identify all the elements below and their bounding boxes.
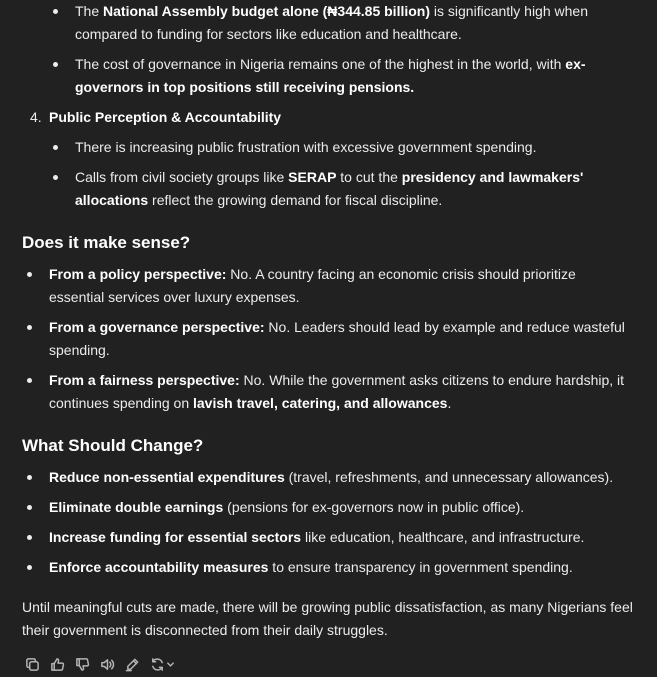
list-item: Enforce accountability measures to ensure transparency in government spending. bbox=[0, 556, 634, 579]
list-item: From a policy perspective: No. A country facing an economic crisis should prioritize essential services over luxury expenses. bbox=[0, 263, 634, 309]
list-item: From a governance perspective: No. Leaders should lead by example and reduce wasteful spending. bbox=[0, 316, 634, 362]
list-item: The National Assembly budget alone (₦344.85 billion) is significantly high when compared to funding for sectors like education and healthcare. bbox=[0, 0, 635, 46]
section-heading-sense: Does it make sense? bbox=[22, 233, 191, 252]
list-item: From a fairness perspective: No. While the government asks citizens to endure hardship, it continues spending on lavish travel, catering, and allowances. bbox=[0, 369, 634, 415]
read-aloud-button[interactable] bbox=[99, 656, 115, 672]
list-item: Increase funding for essential sectors like education, healthcare, and infrastructure. bbox=[0, 526, 634, 549]
thumbs-down-icon bbox=[75, 657, 90, 672]
numbered-item-heading bbox=[0, 106, 281, 129]
regenerate-icon bbox=[150, 657, 165, 672]
list-number: 4. bbox=[30, 109, 42, 125]
message-action-bar bbox=[24, 656, 184, 672]
regenerate-button[interactable] bbox=[149, 656, 175, 672]
thumbs-up-icon bbox=[50, 657, 65, 672]
list-item: There is increasing public frustration with excessive government spending. bbox=[0, 136, 635, 159]
list-item: Eliminate double earnings (pensions for ex-governors now in public office). bbox=[0, 496, 634, 519]
list-item: Calls from civil society groups like SERAP to cut the presidency and lawmakers' allocations reflect the growing demand for fiscal discipline. bbox=[0, 166, 635, 212]
copy-button[interactable] bbox=[24, 656, 40, 672]
read-aloud-icon bbox=[100, 657, 115, 672]
edit-icon bbox=[125, 657, 140, 672]
section-heading-change: What Should Change? bbox=[22, 436, 204, 455]
good-response-button[interactable] bbox=[49, 656, 65, 672]
list-item: The cost of governance in Nigeria remains one of the highest in the world, with ex-governors in top positions still receiving pensions. bbox=[0, 53, 635, 99]
copy-icon bbox=[25, 657, 40, 672]
edit-in-canvas-button[interactable] bbox=[124, 656, 140, 672]
closing-paragraph: Until meaningful cuts are made, there will be growing public dissatisfaction, as many Nigerians feel their government is disconnected from their daily struggles. bbox=[22, 599, 633, 638]
numbered-item-title: Public Perception & Accountability bbox=[49, 109, 282, 125]
chevron-down-icon bbox=[166, 660, 175, 669]
bad-response-button[interactable] bbox=[74, 656, 90, 672]
list-item: Reduce non-essential expenditures (travel, refreshments, and unnecessary allowances). bbox=[0, 466, 634, 489]
